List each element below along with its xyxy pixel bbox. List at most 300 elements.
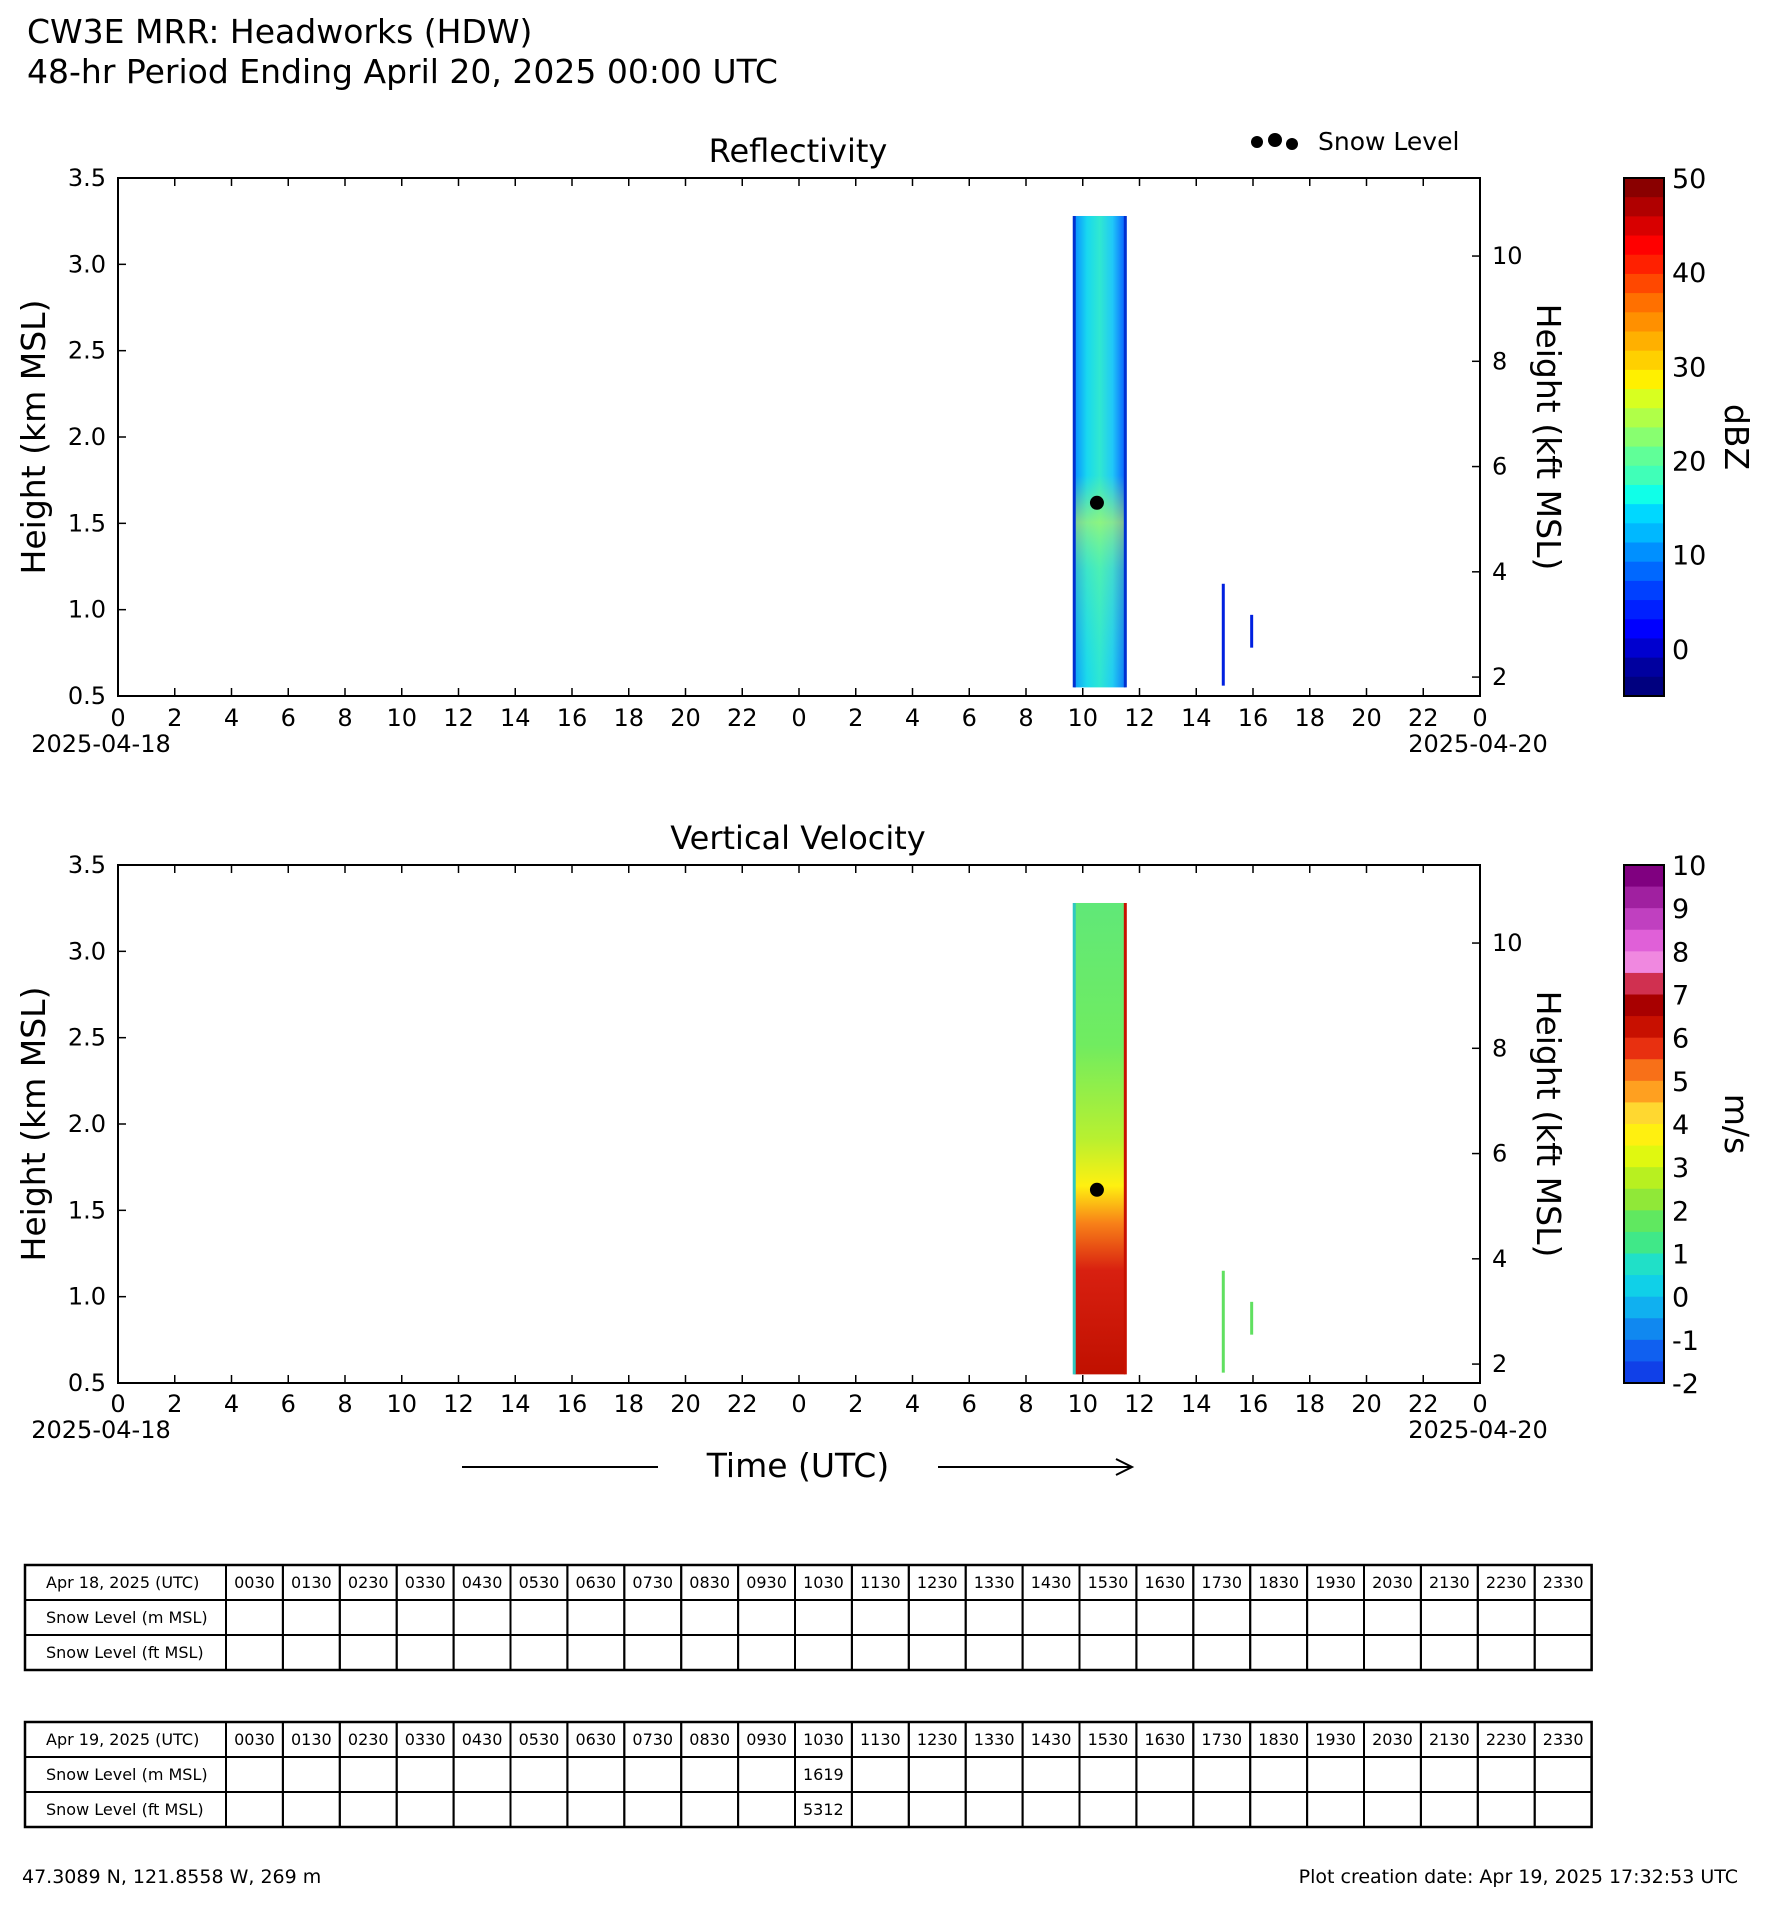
table-cell-value: 1130 <box>859 1573 901 1592</box>
table-cell-value: 0830 <box>689 1730 731 1749</box>
x-tick-label: 14 <box>1180 704 1212 732</box>
table-cell <box>966 1635 1023 1670</box>
table-cell <box>511 1635 568 1670</box>
table-cell <box>511 1600 568 1635</box>
x-tick-label: 8 <box>1018 1390 1034 1418</box>
colorbar-tick-label: 7 <box>1672 980 1690 1012</box>
table-cell-value: 1930 <box>1315 1730 1356 1749</box>
table-cell <box>681 1792 738 1827</box>
table-cell <box>738 1635 795 1670</box>
colorbar-tick-label: 5 <box>1672 1066 1690 1098</box>
y-tick-label: 1.0 <box>67 1282 106 1311</box>
colorbar-tick-label: 3 <box>1672 1153 1690 1185</box>
table-cell-value: 0530 <box>518 1730 560 1749</box>
colorbar-segment <box>1624 619 1664 639</box>
plot-frame <box>118 865 1480 1383</box>
colorbar-segment <box>1624 485 1664 505</box>
table-cell <box>226 1792 283 1827</box>
table-cell <box>909 1757 966 1792</box>
table-cell <box>1535 1757 1592 1792</box>
colorbar-segment <box>1624 427 1664 447</box>
colorbar-tick-label: 10 <box>1672 540 1707 572</box>
colorbar-tick-label: 6 <box>1672 1023 1690 1055</box>
table-cell <box>1023 1635 1080 1670</box>
table-cell <box>1535 1635 1592 1670</box>
table-cell-value: 0730 <box>632 1573 674 1592</box>
table-cell <box>397 1792 454 1827</box>
colorbar-segment <box>1624 951 1664 973</box>
colorbar-segment <box>1624 973 1664 995</box>
colorbar-segment <box>1624 1232 1664 1254</box>
echo-region-overlay <box>1074 216 1125 687</box>
table-cell <box>1364 1792 1421 1827</box>
table-cell <box>681 1757 738 1792</box>
colorbar-segment <box>1624 1059 1664 1081</box>
table-cell <box>966 1600 1023 1635</box>
table-cell-value: 5312 <box>803 1800 844 1819</box>
table-cell <box>852 1757 909 1792</box>
y-tick-label: 3.0 <box>67 250 106 279</box>
colorbar-segment <box>1624 1361 1664 1383</box>
echo-region <box>1250 1302 1253 1335</box>
table-cell <box>1080 1600 1137 1635</box>
ylabel: Height (km MSL) <box>14 986 53 1262</box>
table-cell-value: 0330 <box>404 1730 446 1749</box>
table-cell <box>1421 1600 1478 1635</box>
colorbar-tick-label: 0 <box>1672 1282 1690 1314</box>
colorbar-segment <box>1624 581 1664 601</box>
colorbar-segment <box>1624 1124 1664 1146</box>
x-tick-label: 2 <box>848 1390 864 1418</box>
table-cell-value: 1730 <box>1201 1730 1243 1749</box>
x-tick-label: 6 <box>280 704 296 732</box>
table-cell <box>681 1600 738 1635</box>
table-cell <box>1250 1757 1307 1792</box>
colorbar-segment <box>1624 1210 1664 1232</box>
x-tick-label: 4 <box>904 704 921 732</box>
table-cell-value: 2230 <box>1485 1573 1527 1592</box>
colorbar-segment <box>1624 1189 1664 1211</box>
table-cell <box>340 1600 397 1635</box>
colorbar-segment <box>1624 331 1664 351</box>
colorbar-segment <box>1624 1167 1664 1189</box>
table-cell <box>1307 1600 1364 1635</box>
colorbar-segment <box>1624 995 1664 1017</box>
x-tick-label: 4 <box>223 1390 240 1418</box>
reflectivity-panel <box>14 132 1756 758</box>
x-tick-label: 8 <box>337 704 353 732</box>
table-cell <box>966 1757 1023 1792</box>
table-cell <box>1193 1635 1250 1670</box>
x-tick-label: 0 <box>1472 1390 1488 1418</box>
x-tick-label: 0 <box>791 704 807 732</box>
x-tick-label: 20 <box>1351 1390 1382 1418</box>
x-tick-label: 18 <box>1294 1390 1326 1418</box>
table-row-label: Snow Level (ft MSL) <box>46 1643 204 1662</box>
table-cell-value: 1130 <box>859 1730 901 1749</box>
colorbar-segment <box>1624 523 1664 543</box>
colorbar-label: m/s <box>1717 1093 1756 1155</box>
colorbar-segment <box>1624 930 1664 952</box>
table-cell <box>226 1635 283 1670</box>
legend-dot-icon <box>1268 133 1282 147</box>
y2-tick-label: 4 <box>1492 557 1508 586</box>
table-cell-value: 0230 <box>347 1573 389 1592</box>
table-cell <box>1421 1792 1478 1827</box>
x-tick-label: 0 <box>1472 704 1488 732</box>
x-tick-label: 16 <box>1237 704 1269 732</box>
table-cell-value: 1330 <box>973 1573 1015 1592</box>
table-cell <box>1364 1600 1421 1635</box>
x-tick-label: 0 <box>791 1390 807 1418</box>
table-cell <box>1193 1792 1250 1827</box>
table-row-label: Apr 19, 2025 (UTC) <box>46 1730 200 1749</box>
table-cell-value: 1230 <box>916 1573 958 1592</box>
x-tick-label: 22 <box>726 1390 758 1418</box>
colorbar-segment <box>1624 1297 1664 1319</box>
x-tick-label: 20 <box>670 1390 701 1418</box>
table-cell <box>1535 1600 1592 1635</box>
colorbar-segment <box>1624 600 1664 620</box>
table-cell-value: 2030 <box>1372 1573 1413 1592</box>
table-cell <box>1023 1600 1080 1635</box>
table-cell-value: 2030 <box>1372 1730 1413 1749</box>
table-cell-value: 0030 <box>234 1730 275 1749</box>
legend-dot-icon <box>1251 136 1263 148</box>
table-cell <box>1307 1757 1364 1792</box>
ylabel: Height (km MSL) <box>14 299 53 575</box>
table-cell <box>624 1635 681 1670</box>
table-cell-value: 1630 <box>1144 1573 1186 1592</box>
y-tick-label: 0.5 <box>67 682 106 710</box>
table-cell <box>738 1600 795 1635</box>
colorbar-label: dBZ <box>1717 403 1756 471</box>
table-cell-value: 0230 <box>347 1730 389 1749</box>
colorbar-tick-label: 9 <box>1672 894 1690 926</box>
end-date-label: 2025-04-20 <box>1408 1416 1548 1444</box>
echo-region <box>1222 584 1225 686</box>
table-cell-value: 2330 <box>1542 1573 1584 1592</box>
colorbar-segment <box>1624 466 1664 486</box>
snow-level-tables <box>25 1565 1592 1827</box>
table-cell <box>1136 1635 1193 1670</box>
table-cell <box>340 1635 397 1670</box>
y2-tick-label: 8 <box>1492 347 1508 376</box>
table-cell-value: 1030 <box>803 1730 844 1749</box>
colorbar-segment <box>1624 1275 1664 1297</box>
time-axis-label <box>462 1446 1132 1485</box>
snow-level-marker <box>1090 496 1104 510</box>
table-cell <box>283 1792 340 1827</box>
x-tick-label: 6 <box>961 1390 977 1418</box>
table-cell <box>511 1792 568 1827</box>
x-tick-label: 10 <box>386 1390 418 1418</box>
snow-level-legend <box>1251 127 1459 156</box>
colorbar-segment <box>1624 447 1664 467</box>
table-row-label: Snow Level (m MSL) <box>46 1765 208 1784</box>
table-cell-value: 0330 <box>404 1573 446 1592</box>
table-cell <box>1023 1757 1080 1792</box>
y2-tick-label: 4 <box>1492 1244 1508 1273</box>
x-tick-label: 10 <box>1067 1390 1099 1418</box>
colorbar-tick-label: 40 <box>1672 258 1707 290</box>
x-tick-label: 16 <box>1237 1390 1269 1418</box>
colorbar-tick-label: 50 <box>1672 164 1707 195</box>
x-tick-label: 16 <box>556 1390 588 1418</box>
table-cell <box>283 1600 340 1635</box>
y2-tick-label: 10 <box>1492 929 1523 958</box>
table-row-label: Snow Level (m MSL) <box>46 1608 208 1627</box>
table-cell <box>454 1792 511 1827</box>
colorbar-segment <box>1624 389 1664 409</box>
colorbar-tick-label: -2 <box>1672 1369 1699 1400</box>
legend-dot-icon <box>1286 138 1298 150</box>
colorbar-segment <box>1624 504 1664 524</box>
xlabel: Time (UTC) <box>706 1446 890 1485</box>
colorbar-tick-label: 10 <box>1672 851 1707 882</box>
colorbar-segment <box>1624 562 1664 582</box>
chart-title: Vertical Velocity <box>670 819 926 857</box>
table-cell-value: 0930 <box>746 1573 787 1592</box>
table-cell-value: 1530 <box>1087 1730 1129 1749</box>
colorbar-segment <box>1624 1016 1664 1038</box>
table-cell <box>1421 1757 1478 1792</box>
colorbar-segment <box>1624 1254 1664 1276</box>
x-tick-label: 4 <box>904 1390 921 1418</box>
table-cell <box>283 1635 340 1670</box>
x-tick-label: 18 <box>1294 704 1326 732</box>
start-date-label: 2025-04-18 <box>31 730 171 758</box>
colorbar-segment <box>1624 408 1664 428</box>
x-tick-label: 20 <box>1351 704 1382 732</box>
table-cell <box>909 1600 966 1635</box>
table-cell <box>1193 1600 1250 1635</box>
table-cell <box>1478 1635 1535 1670</box>
colorbar-segment <box>1624 1038 1664 1060</box>
colorbar-tick-label: 8 <box>1672 937 1690 969</box>
colorbar-segment <box>1624 543 1664 563</box>
colorbar-segment <box>1624 1318 1664 1340</box>
x-tick-label: 22 <box>1407 704 1439 732</box>
colorbar-segment <box>1624 178 1664 198</box>
colorbar-segment <box>1624 370 1664 390</box>
table-cell <box>511 1757 568 1792</box>
colorbar-tick-label: -1 <box>1672 1325 1699 1357</box>
legend-label: Snow Level <box>1318 127 1460 156</box>
table-cell-value: 1330 <box>973 1730 1015 1749</box>
table-row-label: Apr 18, 2025 (UTC) <box>46 1573 200 1592</box>
table-cell-value: 1930 <box>1315 1573 1356 1592</box>
table-cell-value: 1430 <box>1030 1730 1072 1749</box>
table-cell <box>567 1792 624 1827</box>
table-cell-value: 0630 <box>575 1573 617 1592</box>
table-cell <box>340 1792 397 1827</box>
y-tick-label: 2.5 <box>67 336 106 365</box>
header-subtitle: 48-hr Period Ending April 20, 2025 00:00 UTC <box>27 52 778 91</box>
echo-region <box>1250 615 1253 648</box>
x-tick-label: 2 <box>848 704 864 732</box>
x-tick-label: 10 <box>386 704 418 732</box>
y-tick-label: 1.5 <box>67 509 106 538</box>
table-cell <box>1364 1635 1421 1670</box>
colorbar-segment <box>1624 216 1664 236</box>
table-cell-value: 0830 <box>689 1573 731 1592</box>
chart-title: Reflectivity <box>708 132 888 170</box>
colorbar-segment <box>1624 1081 1664 1103</box>
table-cell <box>567 1635 624 1670</box>
x-tick-label: 8 <box>337 1390 353 1418</box>
x-tick-label: 14 <box>499 1390 531 1418</box>
table-cell <box>1535 1792 1592 1827</box>
table-cell-value: 0130 <box>290 1573 332 1592</box>
colorbar-tick-label: 4 <box>1672 1110 1690 1141</box>
table-cell <box>624 1757 681 1792</box>
table-cell <box>454 1635 511 1670</box>
start-date-label: 2025-04-18 <box>31 1416 171 1444</box>
colorbar-tick-label: 1 <box>1672 1239 1690 1271</box>
colorbar-segment <box>1624 658 1664 678</box>
x-tick-label: 18 <box>613 1390 645 1418</box>
y2-tick-label: 6 <box>1492 452 1508 481</box>
table-cell-value: 1830 <box>1258 1573 1300 1592</box>
x-tick-label: 14 <box>499 704 531 732</box>
table-row-label: Snow Level (ft MSL) <box>46 1800 204 1819</box>
table-cell <box>624 1792 681 1827</box>
table-cell <box>1421 1635 1478 1670</box>
y-tick-label: 3.0 <box>67 937 106 966</box>
table-cell-value: 2330 <box>1542 1730 1584 1749</box>
y-tick-label: 1.5 <box>67 1196 106 1225</box>
table-cell-value: 0530 <box>518 1573 560 1592</box>
colorbar-segment <box>1624 274 1664 294</box>
colorbar-tick-label: 2 <box>1672 1196 1690 1228</box>
table-cell <box>1307 1635 1364 1670</box>
table-cell <box>1478 1600 1535 1635</box>
colorbar-segment <box>1624 638 1664 658</box>
table-cell <box>681 1635 738 1670</box>
x-tick-label: 0 <box>110 704 126 732</box>
y-tick-label: 2.0 <box>67 1110 106 1138</box>
colorbar-segment <box>1624 865 1664 887</box>
table-cell-value: 2130 <box>1428 1730 1470 1749</box>
table-cell <box>1250 1635 1307 1670</box>
y-tick-label: 1.0 <box>67 595 106 624</box>
x-tick-label: 14 <box>1180 1390 1212 1418</box>
plot-frame <box>118 178 1480 696</box>
table-cell <box>795 1635 852 1670</box>
header-title: CW3E MRR: Headworks (HDW) <box>27 12 533 51</box>
y-tick-label: 2.5 <box>67 1023 106 1052</box>
x-tick-label: 16 <box>556 704 588 732</box>
colorbar-segment <box>1624 197 1664 217</box>
y-tick-label: 3.5 <box>67 164 106 192</box>
table-cell-value: 1830 <box>1258 1730 1300 1749</box>
x-tick-label: 12 <box>1124 1390 1155 1418</box>
end-date-label: 2025-04-20 <box>1408 730 1548 758</box>
y2-tick-label: 10 <box>1492 242 1523 271</box>
table-cell <box>1136 1792 1193 1827</box>
table-cell-value: 0930 <box>746 1730 787 1749</box>
snow-level-marker <box>1090 1183 1104 1197</box>
y-tick-label: 0.5 <box>67 1369 106 1397</box>
table-cell <box>454 1600 511 1635</box>
table-cell <box>397 1600 454 1635</box>
colorbar-segment <box>1624 255 1664 275</box>
table-cell <box>909 1635 966 1670</box>
x-tick-label: 18 <box>613 704 645 732</box>
table-cell <box>567 1757 624 1792</box>
x-tick-label: 2 <box>167 1390 183 1418</box>
table-cell-value: 1430 <box>1030 1573 1072 1592</box>
table-cell <box>1080 1757 1137 1792</box>
y2-tick-label: 8 <box>1492 1034 1508 1063</box>
y2label: Height (kft MSL) <box>1529 990 1568 1258</box>
table-cell <box>397 1757 454 1792</box>
table-cell-value: 1530 <box>1087 1573 1129 1592</box>
table-cell-value: 1030 <box>803 1573 844 1592</box>
table-cell-value: 2130 <box>1428 1573 1470 1592</box>
table-cell-value: 1730 <box>1201 1573 1243 1592</box>
table-cell <box>1250 1792 1307 1827</box>
footer-location: 47.3089 N, 121.8558 W, 269 m <box>22 1866 322 1888</box>
table-cell <box>397 1635 454 1670</box>
y2-tick-label: 2 <box>1492 663 1508 692</box>
y-tick-label: 2.0 <box>67 423 106 451</box>
x-tick-label: 6 <box>961 704 977 732</box>
table-cell <box>852 1600 909 1635</box>
colorbar-tick-label: 30 <box>1672 352 1707 384</box>
table-cell-value: 2230 <box>1485 1730 1527 1749</box>
table-cell-value: 0130 <box>290 1730 332 1749</box>
colorbar-segment <box>1624 1102 1664 1124</box>
table-cell <box>852 1792 909 1827</box>
table-cell <box>1080 1792 1137 1827</box>
table-cell <box>1364 1757 1421 1792</box>
table-cell <box>567 1600 624 1635</box>
y-tick-label: 3.5 <box>67 851 106 879</box>
table-cell-value: 0030 <box>234 1573 275 1592</box>
colorbar-tick-label: 0 <box>1672 634 1690 666</box>
colorbar-segment <box>1624 1146 1664 1168</box>
x-tick-label: 20 <box>670 704 701 732</box>
table-cell <box>1478 1792 1535 1827</box>
velocity-panel <box>14 819 1756 1444</box>
x-tick-label: 2 <box>167 704 183 732</box>
y2-tick-label: 2 <box>1492 1350 1508 1379</box>
table-cell-value: 1230 <box>916 1730 958 1749</box>
colorbar-segment <box>1624 293 1664 313</box>
table-cell <box>1023 1792 1080 1827</box>
echo-region <box>1222 1271 1225 1373</box>
table-cell <box>738 1757 795 1792</box>
x-tick-label: 12 <box>443 704 474 732</box>
table-cell <box>1136 1600 1193 1635</box>
x-tick-label: 12 <box>1124 704 1155 732</box>
x-tick-label: 22 <box>726 704 758 732</box>
colorbar-segment <box>1624 236 1664 256</box>
footer-creation-date: Plot creation date: Apr 19, 2025 17:32:53 UTC <box>1298 1866 1738 1888</box>
table-cell <box>795 1600 852 1635</box>
table-cell <box>454 1757 511 1792</box>
colorbar-segment <box>1624 351 1664 371</box>
table-cell <box>966 1792 1023 1827</box>
colorbar-segment <box>1624 908 1664 930</box>
table-cell <box>283 1757 340 1792</box>
colorbar-segment <box>1624 677 1664 697</box>
x-tick-label: 22 <box>1407 1390 1439 1418</box>
x-tick-label: 12 <box>443 1390 474 1418</box>
table-cell <box>852 1635 909 1670</box>
